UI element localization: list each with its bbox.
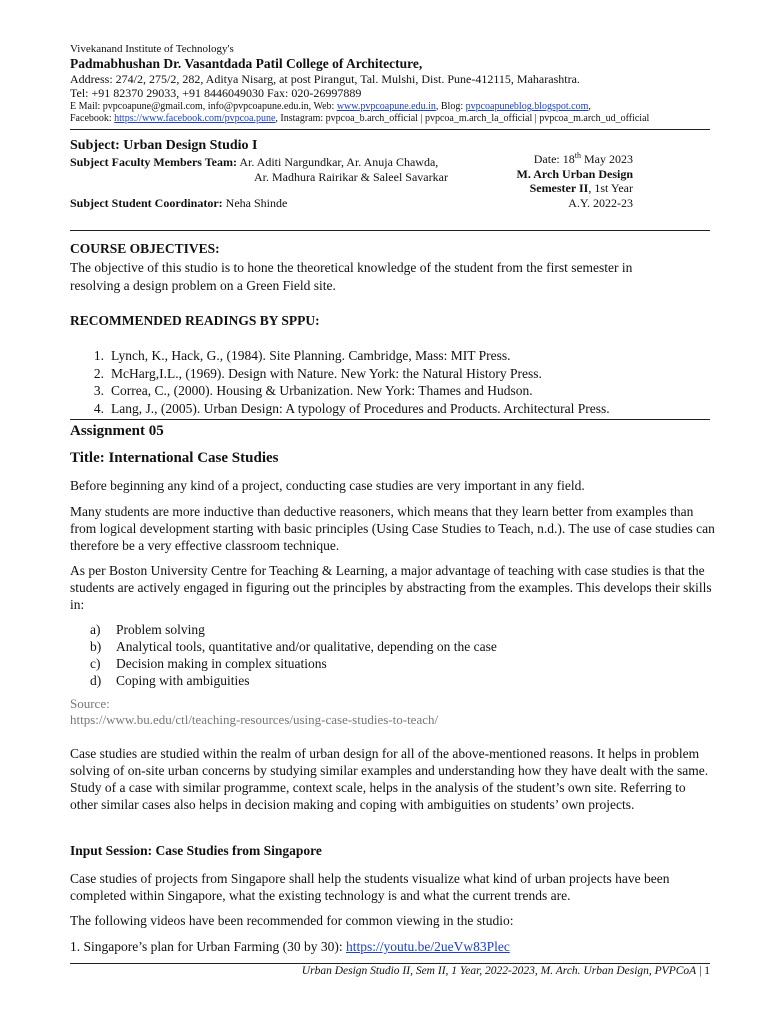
subject-divider [70, 230, 710, 231]
video-1-link[interactable]: https://youtu.be/2ueVw83Plec [345, 939, 510, 954]
date-line: Date: 18th May 2023 [533, 151, 633, 166]
readings-heading: RECOMMENDED READINGS BY SPPU: [70, 313, 320, 328]
instagram-text: , Instagram: pvpcoa_b.arch_official | pvpcoa_m.arch_la_official | pvpcoa_m.arch_ud_official [275, 113, 650, 124]
college-address: Address: 274/2, 275/2, 282, Aditya Nisarg, at post Pirangut, Tal. Mulshi, Dist. Pune-412115, Maharashtra. [70, 72, 580, 86]
reading-number: 2. [93, 365, 104, 381]
skill-letter: a) [90, 622, 101, 637]
paragraph-intro: Before beginning any kind of a project, conducting case studies are very important in any field. [70, 478, 585, 493]
source-url[interactable]: https://www.bu.edu/ctl/teaching-resources/using-case-studies-to-teach/ [70, 712, 439, 727]
blog-link[interactable]: pvpcoapuneblog.blogspot.com [465, 101, 589, 112]
skill-text: Decision making in complex situations [116, 656, 327, 671]
paragraph-singapore: Case studies of projects from Singapore shall help the students visualize what kind of urban projects have been completed within Singapore, what the existing technology is and what the current trends are. [70, 871, 670, 903]
subject-title: Subject: Urban Design Studio I [70, 138, 258, 153]
skill-item [70, 638, 710, 655]
reading-number: 3. [93, 383, 104, 398]
coordinator-label: Subject Student Coordinator: [70, 196, 223, 210]
skill-item [70, 655, 710, 672]
objectives-heading: COURSE OBJECTIVES: [70, 241, 220, 256]
footer-divider [70, 963, 710, 964]
header-divider [70, 129, 710, 130]
web-link[interactable]: www.pvpcoapune.edu.in [336, 101, 436, 112]
facebook-label: Facebook: [70, 113, 115, 124]
skill-text: Coping with ambiguities [116, 673, 250, 688]
skill-item [70, 672, 710, 689]
blog-prefix: , Blog: [435, 101, 466, 112]
skill-text: Problem solving [116, 622, 205, 637]
course-meta [517, 152, 633, 210]
readings-divider [70, 419, 710, 420]
faculty-block [70, 155, 438, 170]
faculty-line1: Ar. Aditi Nargundkar, Ar. Anuja Chawda, [236, 155, 439, 169]
video-1-label: 1. Singapore’s plan for Urban Farming (30 by 30): [70, 939, 346, 954]
program-name: M. Arch Urban Design [516, 166, 633, 181]
skill-letter: d) [90, 673, 102, 688]
college-social-line [70, 113, 649, 125]
faculty-label: Subject Faculty Members Team: [70, 155, 237, 169]
reading-text: Lynch, K., Hack, G., (1984). Site Planning. Cambridge, Mass: MIT Press. [111, 348, 511, 363]
institute-line: Vivekanand Institute of Technology's [70, 43, 234, 55]
assignment-title: Title: International Case Studies [70, 450, 279, 466]
readings-list [82, 347, 722, 417]
college-name: Padmabhushan Dr. Vasantdada Patil College of Architecture, [70, 56, 423, 71]
email-text: E Mail: pvpcoapune@gmail.com, info@pvpcoapune.edu.in, Web: [70, 101, 337, 112]
skills-list [70, 621, 710, 689]
video-item-1 [70, 938, 715, 955]
college-email-line [70, 101, 591, 113]
academic-year: A.Y. 2022-23 [568, 195, 633, 210]
paragraph-boston: As per Boston University Centre for Teaching & Learning, a major advantage of teaching with case studies is that the students are actively engaged in figuring out the principles by abstracting from the examples. This develops their skills in: [70, 563, 712, 612]
reading-item [82, 347, 722, 365]
page-number: 1 [704, 965, 710, 977]
input-session-heading: Input Session: Case Studies from Singapore [70, 843, 322, 858]
college-tel: Tel: +91 82370 29033, +91 8446049030 Fax: 020-26997889 [70, 86, 362, 100]
paragraph-videos: The following videos have been recommended for common viewing in the studio: [70, 913, 514, 928]
reading-text: McHarg,I.L., (1969). Design with Nature. New York: the Natural History Press. [111, 365, 542, 381]
skill-item [70, 621, 710, 638]
reading-text: Correa, C., (2000). Housing & Urbanization. New York: Thames and Hudson. [111, 383, 533, 398]
skill-text: Analytical tools, quantitative and/or qualitative, depending on the case [116, 639, 497, 654]
footer-text: Urban Design Studio II, Sem II, 1 Year, 2022-2023, M. Arch. Urban Design, PVPCoA [301, 965, 697, 977]
footer [302, 965, 710, 977]
reading-number: 4. [93, 400, 104, 416]
reading-item [82, 400, 722, 418]
reading-item [82, 365, 722, 383]
source-label: Source: [70, 696, 110, 711]
faculty-line2: Ar. Madhura Rairikar & Saleel Savarkar [254, 170, 448, 184]
assignment-number: Assignment 05 [70, 423, 164, 439]
reading-text: Lang, J., (2005). Urban Design: A typology of Procedures and Products. Architectural Press. [111, 400, 610, 416]
paragraph-urban-design: Case studies are studied within the realm of urban design for all of the above-mentioned reasons. It helps in problem solving of on-site urban concerns by studying similar examples and understanding how they have dealt with the same. Study of a case with similar programme, context scale, helps in the analysis of the student’s own site. Referring to other similar cases also helps in decision making and coping with ambiguities on students’ own projects. [70, 746, 709, 812]
footer-separator: | [696, 965, 705, 977]
facebook-link[interactable]: https://www.facebook.com/pvpcoa.pune [114, 113, 276, 124]
paragraph-inductive: Many students are more inductive than deductive reasoners, which means that they learn better from examples than from logical development starting with basic principles (Using Case Studies to Teach, n.d.). The use of case studies can therefore be a very effective classroom technique. [70, 504, 715, 553]
coordinator-block [70, 196, 287, 211]
blog-suffix: , [588, 101, 591, 112]
coordinator-name: Neha Shinde [222, 196, 288, 210]
skill-letter: b) [90, 639, 102, 654]
objectives-text: The objective of this studio is to hone the theoretical knowledge of the student from the first semester in resolving a design problem on a Green Field site. [70, 260, 633, 293]
reading-item [82, 382, 722, 400]
skill-letter: c) [90, 656, 101, 671]
semester-line: Semester II, 1st Year [529, 181, 633, 195]
reading-number: 1. [93, 348, 104, 363]
